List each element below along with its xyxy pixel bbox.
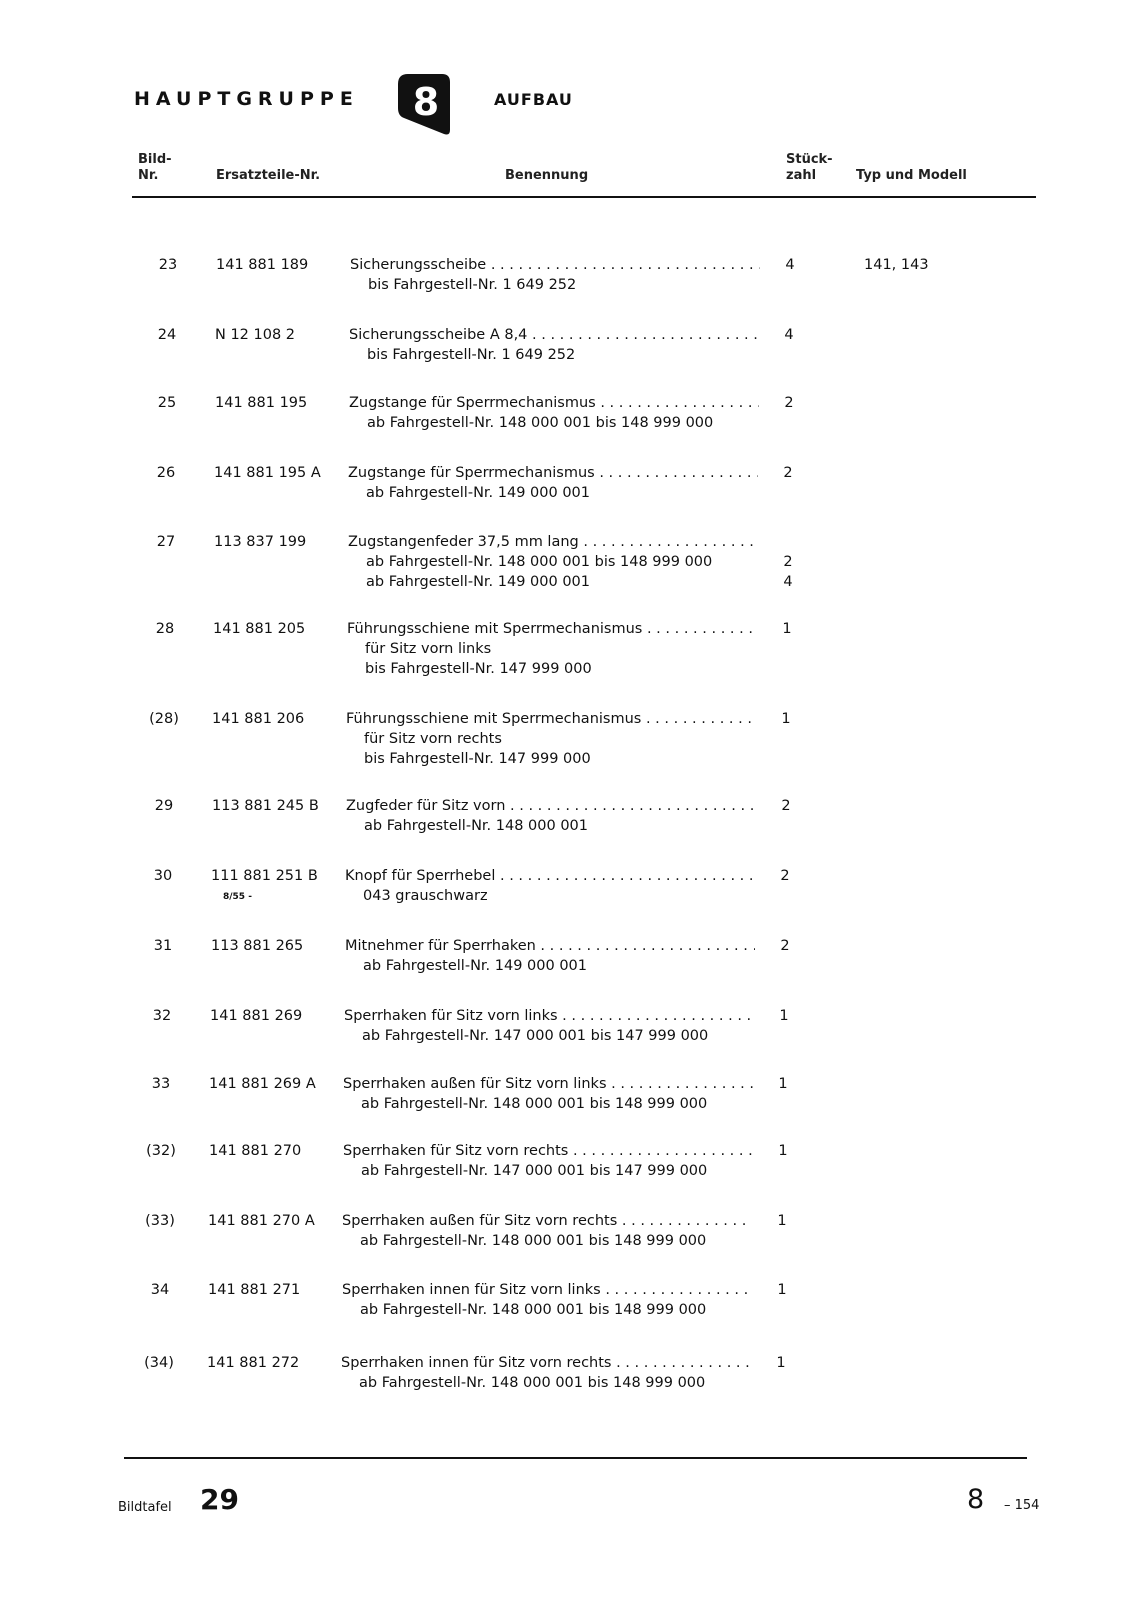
part-number: 141 881 195 A: [214, 465, 321, 481]
quantity: 1: [778, 1076, 788, 1092]
part-number: 141 881 206: [212, 711, 305, 727]
bild-number: 32: [152, 1008, 172, 1024]
description-title: Zugfeder für Sitz vorn . . .: [346, 796, 756, 816]
description-detail: bis Fahrgestell-Nr. 1 649 252: [367, 347, 576, 363]
quantity: 1: [777, 1213, 787, 1229]
description-title: Zugstange für Sperrmechanismus . . .: [348, 463, 758, 483]
col-stueckzahl-line2: zahl: [786, 168, 817, 183]
description-title: Zugstangenfeder 37,5 mm lang . . .: [348, 532, 758, 552]
quantity: 4: [785, 257, 795, 273]
bild-number: 28: [155, 621, 175, 637]
bild-number: (32): [146, 1143, 176, 1159]
col-bild-nr-line1: Bild-: [138, 152, 172, 167]
type-model: 141, 143: [864, 257, 929, 273]
description-detail: bis Fahrgestell-Nr. 147 999 000: [365, 661, 592, 677]
quantity: 2: [781, 798, 791, 814]
bild-number: 29: [154, 798, 174, 814]
description-detail: ab Fahrgestell-Nr. 148 000 001 bis 148 999 000: [360, 1233, 707, 1249]
description: [348, 463, 758, 503]
page-number-sub: – 154: [1004, 1498, 1040, 1513]
group-number: 8: [412, 80, 440, 124]
description-title: Führungsschiene mit Sperrmechanismus . . .: [347, 619, 757, 639]
group-number-badge: [396, 70, 452, 136]
col-typ-modell: Typ und Modell: [856, 168, 967, 183]
quantity: 1: [781, 711, 791, 727]
part-number: 141 881 189: [216, 257, 309, 273]
description-detail: für Sitz vorn links: [365, 641, 492, 657]
group-label: HAUPTGRUPPE: [134, 88, 359, 110]
quantity: 4: [783, 574, 793, 590]
quantity: 1: [782, 621, 792, 637]
quantity: 1: [779, 1008, 789, 1024]
description: [350, 255, 760, 295]
description-title: Sperrhaken für Sitz vorn links . . .: [344, 1006, 754, 1026]
description: [346, 796, 756, 836]
part-number: 113 837 199: [214, 534, 307, 550]
part-number: 141 881 272: [207, 1355, 300, 1371]
group-badge-shape: [396, 70, 452, 136]
part-number: 141 881 270: [209, 1143, 302, 1159]
description: [348, 532, 758, 592]
description-detail: ab Fahrgestell-Nr. 148 000 001: [364, 818, 589, 834]
bild-number: 33: [151, 1076, 171, 1092]
col-ersatzteil-nr: Ersatzteile-Nr.: [216, 168, 321, 183]
part-number: 113 881 245 B: [212, 798, 319, 814]
description-title: Sicherungsscheibe A 8,4 . . .: [349, 325, 759, 345]
description-title: Sicherungsscheibe . . .: [350, 255, 760, 275]
description: [345, 936, 755, 976]
description-detail: ab Fahrgestell-Nr. 147 000 001 bis 147 999 000: [361, 1163, 708, 1179]
header-rule: [132, 196, 1036, 198]
description-title: Sperrhaken außen für Sitz vorn links . . .: [343, 1074, 753, 1094]
bildtafel-label: Bildtafel: [118, 1500, 172, 1515]
bild-number: 23: [158, 257, 178, 273]
description-detail: 043 grauschwarz: [363, 888, 488, 904]
description-title: Sperrhaken für Sitz vorn rechts . . .: [343, 1141, 753, 1161]
description: [343, 1141, 753, 1181]
col-stueckzahl: [786, 152, 833, 184]
bild-number: 34: [150, 1282, 170, 1298]
bild-number: (28): [149, 711, 179, 727]
bild-number: 24: [157, 327, 177, 343]
bild-number: 27: [156, 534, 176, 550]
col-benennung: Benennung: [505, 168, 589, 183]
quantity: 4: [784, 327, 794, 343]
description-title: Mitnehmer für Sperrhaken . . .: [345, 936, 755, 956]
description-detail: ab Fahrgestell-Nr. 149 000 001: [363, 958, 588, 974]
quantity: 1: [776, 1355, 786, 1371]
footer-rule: [124, 1457, 1027, 1459]
part-number: 141 881 270 A: [208, 1213, 315, 1229]
description-title: Sperrhaken innen für Sitz vorn rechts . . .: [341, 1353, 751, 1373]
quantity: 2: [783, 554, 793, 570]
description-title: Sperrhaken innen für Sitz vorn links . . .: [342, 1280, 752, 1300]
part-number: 141 881 205: [213, 621, 306, 637]
part-number: 113 881 265: [211, 938, 304, 954]
description-detail: ab Fahrgestell-Nr. 148 000 001 bis 148 999 000: [359, 1375, 706, 1391]
bild-number: 31: [153, 938, 173, 954]
quantity: 2: [780, 868, 790, 884]
description-detail: für Sitz vorn rechts: [364, 731, 502, 747]
description-detail: ab Fahrgestell-Nr. 148 000 001 bis 148 999 000: [361, 1096, 708, 1112]
bild-number: (33): [145, 1213, 175, 1229]
quantity: 2: [784, 395, 794, 411]
group-title: AUFBAU: [494, 90, 573, 109]
description-detail: ab Fahrgestell-Nr. 148 000 001 bis 148 999 000: [360, 1302, 707, 1318]
description-detail: bis Fahrgestell-Nr. 1 649 252: [368, 277, 577, 293]
description-detail: ab Fahrgestell-Nr. 149 000 001: [366, 485, 591, 501]
description-title: Führungsschiene mit Sperrmechanismus . . .: [346, 709, 756, 729]
description-title: Zugstange für Sperrmechanismus . . .: [349, 393, 759, 413]
bildtafel-number: 29: [200, 1483, 239, 1516]
quantity: 2: [783, 465, 793, 481]
col-bild-nr-line2: Nr.: [138, 168, 159, 183]
description: [343, 1074, 753, 1114]
description-detail: ab Fahrgestell-Nr. 148 000 001 bis 148 999 000: [366, 554, 713, 570]
part-number: N 12 108 2: [215, 327, 296, 343]
col-bild-nr: [138, 152, 172, 184]
description-detail: ab Fahrgestell-Nr. 149 000 001: [366, 574, 591, 590]
quantity: 2: [780, 938, 790, 954]
col-stueckzahl-line1: Stück-: [786, 152, 833, 167]
description-title: Sperrhaken außen für Sitz vorn rechts . . .: [342, 1211, 752, 1231]
description: [342, 1280, 752, 1320]
bild-number: (34): [144, 1355, 174, 1371]
description: [349, 325, 759, 365]
description-detail: ab Fahrgestell-Nr. 148 000 001 bis 148 999 000: [367, 415, 714, 431]
page-number-main: 8: [967, 1484, 985, 1515]
part-number: 141 881 269 A: [209, 1076, 316, 1092]
bild-number: 30: [153, 868, 173, 884]
part-number: 111 881 251 B: [211, 868, 318, 884]
description-detail: ab Fahrgestell-Nr. 147 000 001 bis 147 999 000: [362, 1028, 709, 1044]
quantity: 1: [777, 1282, 787, 1298]
quantity: 1: [778, 1143, 788, 1159]
description: [347, 619, 757, 679]
part-number: 141 881 195: [215, 395, 308, 411]
part-validity-note: 8/55 -: [223, 892, 252, 902]
description: [342, 1211, 752, 1251]
bild-number: 25: [157, 395, 177, 411]
description: [344, 1006, 754, 1046]
bild-number: 26: [156, 465, 176, 481]
description-title: Knopf für Sperrhebel . . .: [345, 866, 755, 886]
part-number: 141 881 271: [208, 1282, 301, 1298]
description: [341, 1353, 751, 1393]
description: [346, 709, 756, 769]
description-detail: bis Fahrgestell-Nr. 147 999 000: [364, 751, 591, 767]
description: [349, 393, 759, 433]
description: [345, 866, 755, 906]
part-number: 141 881 269: [210, 1008, 303, 1024]
